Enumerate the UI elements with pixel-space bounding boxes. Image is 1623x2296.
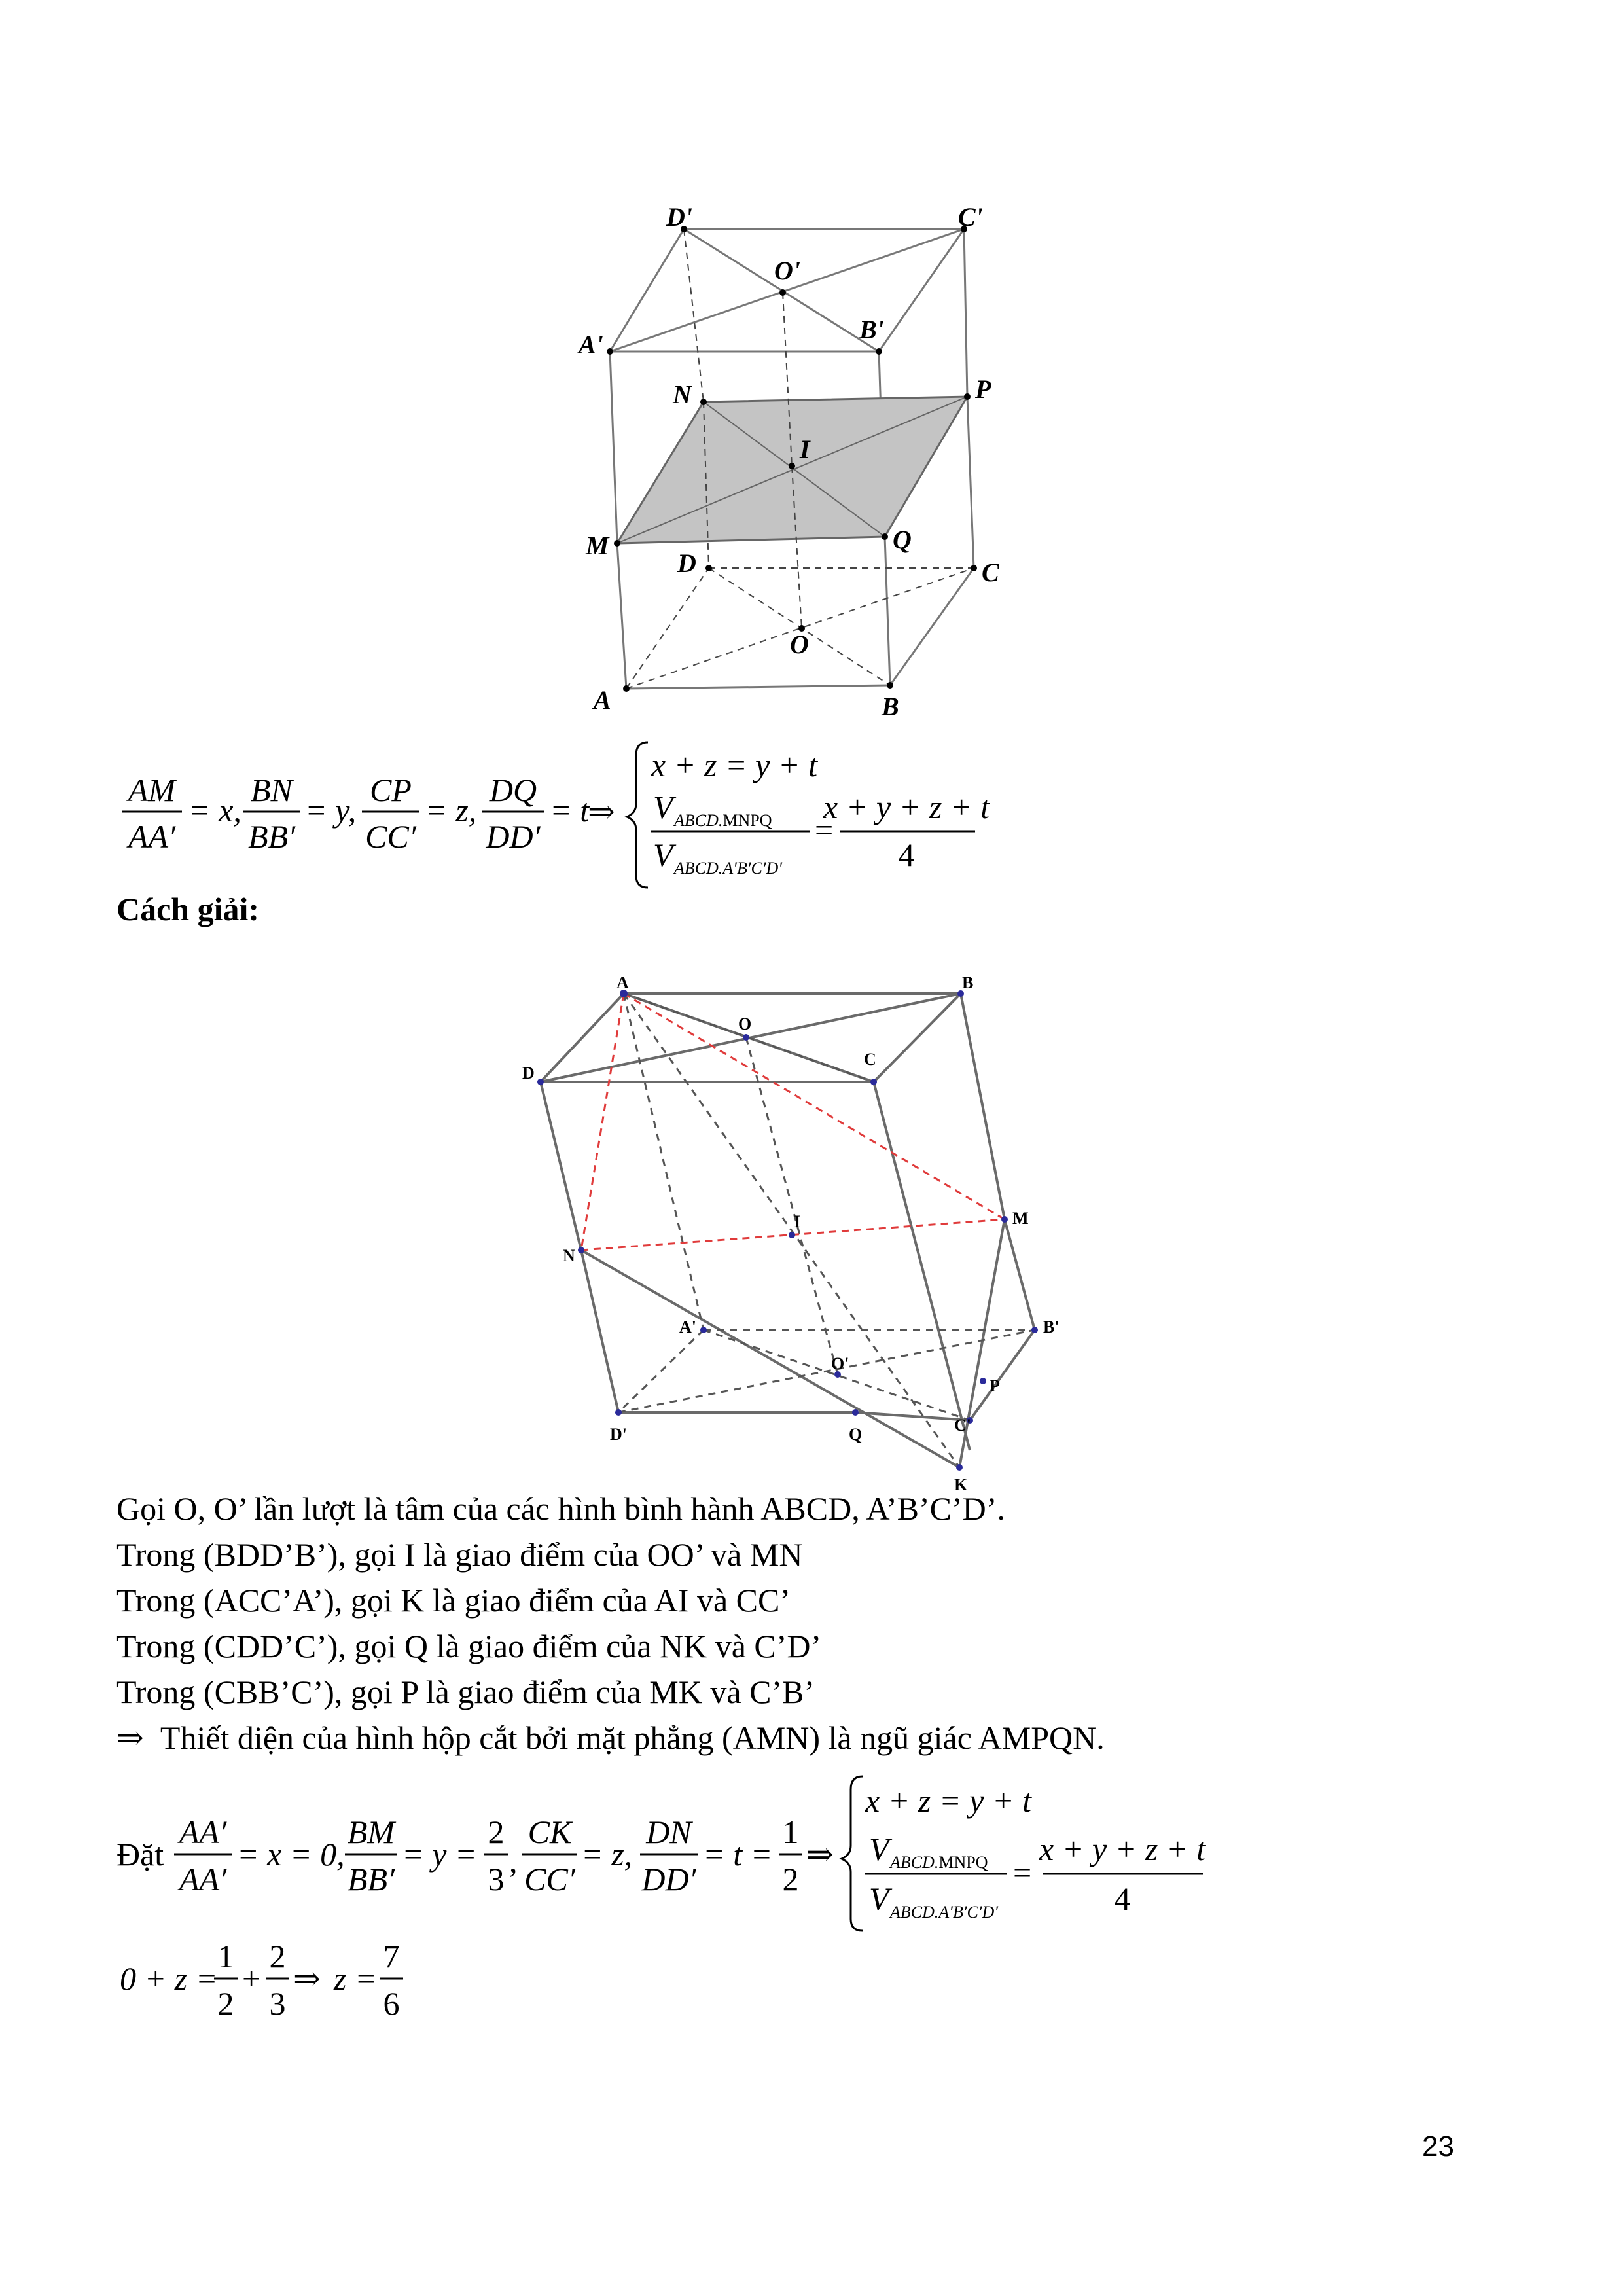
conclusion-text: Thiết diện của hình hộp cắt bởi mặt phẳng (AMN) là ngũ giác AMPQN.: [160, 1719, 1105, 1756]
svg-text:ABCD.MNPQ: [889, 1853, 988, 1872]
formula-2: [0, 1767, 1623, 1937]
text-line: Trong (ACC’A’), gọi K là giao điểm của AI và CC’: [116, 1582, 791, 1619]
f3-a-num: 1: [217, 1938, 234, 1975]
g4-half-den: 2: [782, 1861, 799, 1897]
system-line-1: x + z = y + t: [651, 747, 817, 783]
label-Bp: B': [859, 315, 884, 344]
f4-num: DQ: [489, 772, 537, 808]
f3-c-num: 7: [383, 1938, 400, 1975]
v2-top-sub-normal: MNPQ: [938, 1853, 988, 1872]
ratio-den: 4: [898, 836, 915, 873]
f3-arrow: ⇒: [293, 1960, 321, 1997]
ratio2-num: x + y + z + t: [1039, 1831, 1205, 1867]
f1-eq: = x,: [188, 792, 241, 829]
label2-B: B: [962, 973, 974, 992]
formula-3: [0, 1937, 1623, 2036]
f3-b-den: 3: [269, 1985, 286, 2022]
label-Q: Q: [893, 525, 912, 554]
label2-Q: Q: [849, 1425, 863, 1444]
g2-eq: = y =: [402, 1836, 477, 1873]
ratio2-eq: =: [1013, 1854, 1032, 1891]
figure-prism-2: [0, 942, 1623, 1505]
f2-num: BN: [251, 772, 293, 808]
label2-Ap: A': [679, 1318, 696, 1336]
f2-eq: = y,: [305, 792, 357, 829]
v-top-sub-italic: ABCD.: [674, 811, 723, 830]
dat-word: Đặt: [116, 1836, 164, 1873]
page-number: 23: [1422, 2130, 1454, 2162]
g4-den: DD′: [641, 1861, 696, 1897]
v2-top: V: [869, 1831, 889, 1867]
label2-Bp: B': [1043, 1318, 1060, 1336]
f1-num: AM: [128, 772, 176, 808]
ratio2-den: 4: [1114, 1880, 1131, 1917]
text-line: Trong (BDD’B’), gọi I là giao điểm của OO’ và MN: [116, 1536, 803, 1573]
label-N: N: [673, 380, 692, 409]
svg-text:ABCD.MNPQ: [673, 811, 772, 830]
implies-arrow-2: ⇒: [806, 1836, 834, 1873]
f4-eq: = t: [550, 792, 590, 829]
label2-N: N: [563, 1246, 575, 1265]
v-bot: V: [653, 836, 673, 873]
g3-den: CC′: [524, 1861, 575, 1897]
v2-bot-sub: ABCD.A′B′C′D′: [890, 1903, 999, 1922]
f1-den: AA′: [128, 818, 176, 855]
f3-plus: +: [242, 1960, 261, 1997]
v-top: V: [653, 789, 673, 825]
formula-1: [0, 733, 1623, 890]
label-A: A: [594, 685, 611, 715]
text-line: Gọi O, O’ lần lượt là tâm của các hình bình hành ABCD, A’B’C’D’.: [116, 1490, 1005, 1527]
v2-top-sub-italic: ABCD.: [890, 1853, 939, 1872]
v2-bot: V: [869, 1880, 889, 1917]
g2-comma: ,: [509, 1842, 518, 1879]
label-P: P: [975, 374, 991, 404]
v-bot-sub: ABCD.A′B′C′D′: [674, 859, 783, 878]
f4-den: DD′: [486, 818, 541, 855]
label-M: M: [586, 531, 609, 560]
system2-line-1: x + z = y + t: [865, 1782, 1031, 1819]
g2-den: BB′: [347, 1861, 395, 1897]
f3-eq: = z,: [425, 792, 477, 829]
label2-I: I: [794, 1212, 801, 1231]
figure-prism-1: [0, 0, 1623, 720]
f3-den: CC′: [365, 818, 416, 855]
g1-eq: = x = 0,: [237, 1836, 345, 1873]
label2-Op: O': [831, 1354, 849, 1373]
g1-den: AA′: [179, 1861, 227, 1897]
f3-z: z =: [334, 1960, 377, 1997]
label2-Cp: C': [954, 1416, 971, 1435]
g3-num: CK: [527, 1814, 572, 1850]
implies-arrow: ⇒: [116, 1719, 144, 1756]
label-O: O: [790, 630, 809, 659]
label2-C: C: [864, 1050, 876, 1069]
conclusion-line: [116, 1715, 1524, 1761]
g2-half-num: 2: [488, 1814, 505, 1850]
g4-half-num: 1: [782, 1814, 799, 1850]
label2-A: A: [616, 973, 629, 992]
explanation-lines: [116, 1486, 1524, 1761]
g1-num: AA′: [179, 1814, 227, 1850]
f3-c-den: 6: [383, 1985, 400, 2022]
label2-P: P: [990, 1376, 1000, 1395]
g4-num: DN: [646, 1814, 692, 1850]
label2-M: M: [1012, 1209, 1029, 1228]
g2-half-den: 3: [488, 1861, 505, 1897]
implies-arrow: ⇒: [588, 793, 615, 830]
label-Dp: D': [666, 202, 692, 232]
g2-num: BM: [347, 1814, 395, 1850]
g4-eq: = t =: [703, 1836, 773, 1873]
f3-lhs: 0 + z =: [120, 1960, 218, 1997]
label2-K: K: [954, 1475, 968, 1494]
f3-num: CP: [370, 772, 412, 808]
label2-D: D: [522, 1064, 535, 1083]
f2-den: BB′: [247, 818, 296, 855]
g3-eq: = z,: [581, 1836, 633, 1873]
label-Op: O': [774, 256, 800, 285]
v-top-sub-normal: MNPQ: [722, 811, 772, 830]
label-Ap: A': [579, 330, 603, 359]
f3-a-den: 2: [217, 1985, 234, 2022]
ratio-num: x + y + z + t: [823, 789, 990, 825]
section-heading: Cách giải:: [116, 891, 260, 927]
text-line: Trong (CDD’C’), gọi Q là giao điểm của NK và C’D’: [116, 1628, 822, 1664]
label-I: I: [800, 435, 810, 464]
ratio-eq: =: [815, 812, 834, 848]
text-line: Trong (CBB’C’), gọi P là giao điểm của MK và C’B’: [116, 1674, 815, 1710]
label-Cp: C': [958, 202, 983, 232]
f3-b-num: 2: [269, 1938, 286, 1975]
label-B: B: [882, 692, 899, 720]
label2-O: O: [738, 1014, 752, 1033]
label2-Dp: D': [610, 1425, 627, 1444]
label-D: D: [677, 548, 696, 578]
label-C: C: [982, 558, 999, 587]
